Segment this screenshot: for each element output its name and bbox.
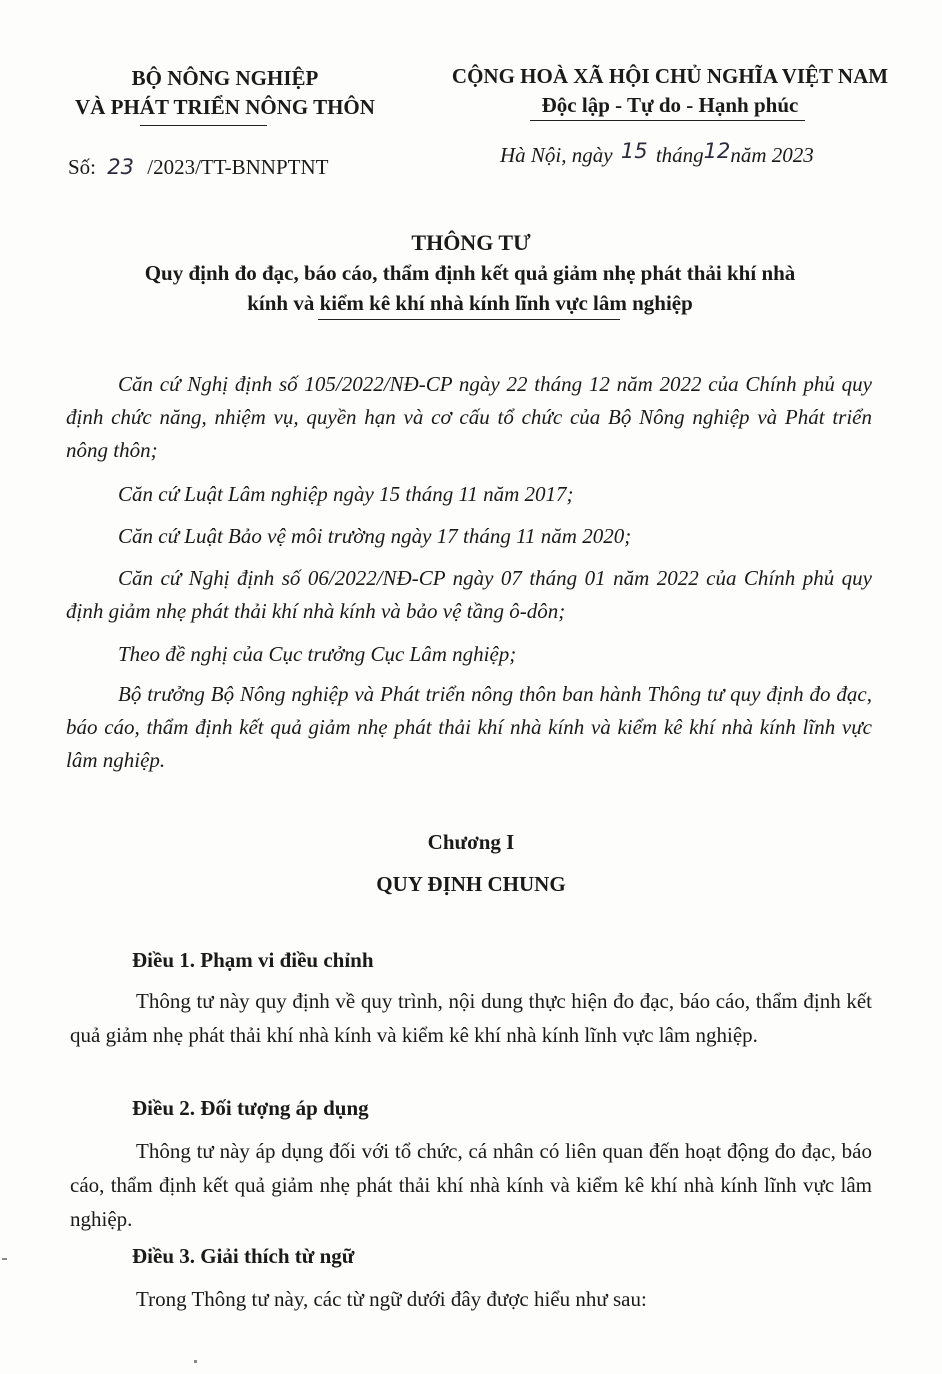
ministry-line-2: VÀ PHÁT TRIỂN NÔNG THÔN <box>75 95 375 119</box>
basis-paragraph: Căn cứ Luật Lâm nghiệp ngày 15 tháng 11 năm 2017; <box>118 482 574 506</box>
national-motto <box>420 62 920 120</box>
date-month-label: tháng <box>655 143 704 167</box>
article-heading: Điều 1. Phạm vi điều chỉnh <box>132 948 374 972</box>
article-text: Thông tư này áp dụng đối với tổ chức, cá nhân có liên quan đến hoạt động đo đạc, báo cáo, thẩm định kết quả giảm nhẹ phát thải khí nhà kính và kiểm kê khí nhà kính lĩnh vực lâm nghiệp. <box>70 1139 872 1231</box>
basis-paragraph: Căn cứ Nghị định số 06/2022/NĐ-CP ngày 07 tháng 01 năm 2022 của Chính phủ quy định giảm nhẹ phát thải khí nhà kính và bảo vệ tầng ô-dôn; <box>66 566 872 623</box>
article-text: Thông tư này quy định về quy trình, nội dung thực hiện đo đạc, báo cáo, thẩm định kết quả giảm nhẹ phát thải khí nhà kính và kiểm kê khí nhà kính lĩnh vực lâm nghiệp. <box>70 989 872 1047</box>
date-day-handwritten: 15 <box>620 139 648 163</box>
chapter-number: Chương I <box>427 830 515 854</box>
scan-speck <box>194 1360 197 1363</box>
ministry-name <box>40 64 410 122</box>
issue-date <box>500 139 814 168</box>
nation-line-2: Độc lập - Tự do - Hạnh phúc <box>541 93 799 117</box>
title-underline <box>318 319 620 320</box>
number-handwritten: 23 <box>107 155 134 179</box>
chapter-name: QUY ĐỊNH CHUNG <box>376 872 566 896</box>
document-number <box>68 155 328 180</box>
title-line-2: kính và kiểm kê khí nhà kính lĩnh vực lâm nghiệp <box>247 291 693 315</box>
number-prefix: Số: <box>68 155 97 179</box>
article-heading: Điều 3. Giải thích từ ngữ <box>132 1244 355 1268</box>
date-month-handwritten: 12 <box>703 139 731 163</box>
ministry-line-1: BỘ NÔNG NGHIỆP <box>131 66 319 90</box>
nation-line-1: CỘNG HOÀ XÃ HỘI CHỦ NGHĨA VIỆT NAM <box>451 64 889 88</box>
basis-paragraph: Theo đề nghị của Cục trưởng Cục Lâm nghiệp; <box>118 642 517 666</box>
date-prefix: Hà Nội, ngày <box>500 143 613 167</box>
basis-paragraph: Căn cứ Luật Bảo vệ môi trường ngày 17 tháng 11 năm 2020; <box>118 524 632 548</box>
motto-underline <box>530 120 805 121</box>
ministry-underline <box>140 125 267 126</box>
scan-speck <box>2 1258 7 1260</box>
date-year: năm 2023 <box>730 143 814 167</box>
basis-paragraph: Căn cứ Nghị định số 105/2022/NĐ-CP ngày 22 tháng 12 năm 2022 của Chính phủ quy định chức năng, nhiệm vụ, quyền hạn và cơ cấu tổ chức của Bộ Nông nghiệp và Phát triển nông thôn; <box>66 372 872 462</box>
basis-paragraph: Bộ trưởng Bộ Nông nghiệp và Phát triển nông thôn ban hành Thông tư quy định đo đạc, báo cáo, thẩm định kết quả giảm nhẹ phát thải khí nhà kính và kiểm kê khí nhà kính lĩnh vực lâm nghiệp. <box>66 682 872 772</box>
document-title <box>70 258 870 318</box>
number-suffix: /2023/TT-BNNPTNT <box>147 155 329 179</box>
article-heading: Điều 2. Đối tượng áp dụng <box>132 1096 369 1120</box>
title-line-1: Quy định đo đạc, báo cáo, thẩm định kết quả giảm nhẹ phát thải khí nhà <box>144 261 796 285</box>
document-type: THÔNG TƯ <box>411 230 531 255</box>
article-text: Trong Thông tư này, các từ ngữ dưới đây được hiểu như sau: <box>136 1287 647 1311</box>
